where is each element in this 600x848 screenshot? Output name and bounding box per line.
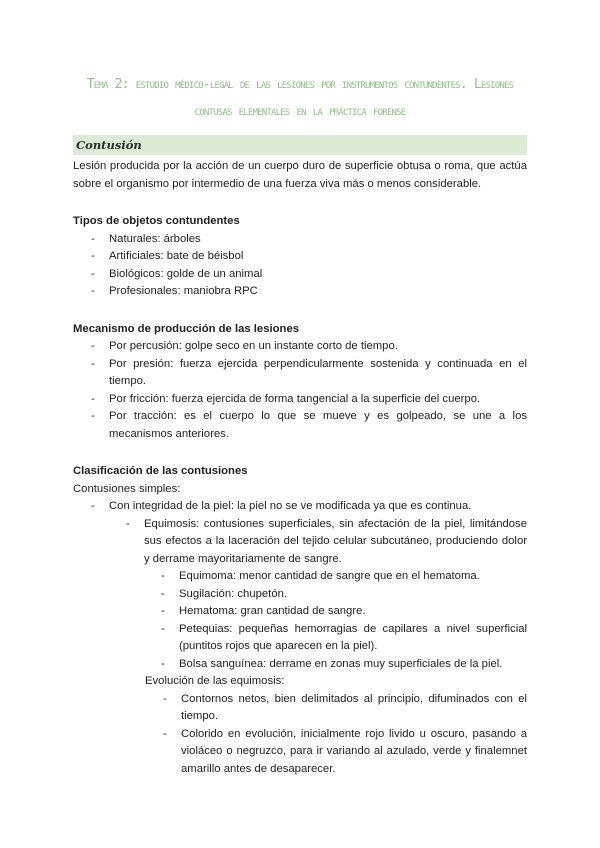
section-heading-contusion: Contusión bbox=[73, 135, 527, 155]
equimosis-types-list bbox=[144, 568, 527, 673]
list-item: - Bolsa sanguínea: derrame en zonas muy superficiales de la piel. bbox=[179, 656, 527, 674]
list-item: - Contornos netos, bien delimitados al principio, difuminados con el tiempo. bbox=[181, 691, 527, 726]
evolucion-label: Evolución de las equimosis: bbox=[145, 675, 285, 687]
list-item: - Biológicos: golde de un animal bbox=[109, 266, 527, 284]
list-item bbox=[144, 516, 527, 674]
contusiones-simples-label: Contusiones simples: bbox=[73, 482, 181, 495]
evolucion-list bbox=[73, 691, 527, 779]
list-item: - Por percusión: golpe seco en un instante corto de tiempo. bbox=[109, 338, 527, 356]
page-title: Tema 2: estudio médico-legal de las lesiones por instrumentos contundentes. Lesiones contusas elementales en la práctica forense bbox=[86, 77, 514, 119]
list-item: - Petequias: pequeñas hemorragias de capilares a nivel superficial (puntitos rojos que aparecen en la piel). bbox=[179, 621, 527, 656]
list-item: - Hematoma: gran cantidad de sangre. bbox=[179, 603, 527, 621]
contusion-definition: Lesión producida por la acción de un cuerpo duro de superficie obtusa o roma, que actúa sobre el organismo por intermedio de una fuerza viva más o menos considerable. bbox=[73, 160, 527, 190]
list-item: - Naturales: árboles bbox=[109, 231, 527, 249]
list-item: - Profesionales: maniobra RPC bbox=[109, 283, 527, 301]
list-item bbox=[109, 498, 527, 673]
tipos-list bbox=[73, 231, 527, 301]
list-item: - Por presión: fuerza ejercida perpendicularmente sostenida y continuada en el tiempo. bbox=[109, 356, 527, 391]
list-item: - Equimoma: menor cantidad de sangre que en el hematoma. bbox=[179, 568, 527, 586]
list-item: - Artificiales: bate de béisbol bbox=[109, 248, 527, 266]
equimosis-list bbox=[109, 516, 527, 674]
list-item: - Por fricción: fuerza ejercida de forma tangencial a la superficie del cuerpo. bbox=[109, 391, 527, 409]
equimosis-text: Equimosis: contusiones superficiales, sin afectación de la piel, limitándose sus efectos a la laceración del tejido celular subcutáneo, produciendo dolor y derrame mayoritariamente de sangre. bbox=[144, 517, 527, 565]
tipos-heading: Tipos de objetos contundentes bbox=[73, 215, 240, 227]
list-item: - Colorido en evolución, inicialmente rojo livido u oscuro, pasando a violáceo o negruzco, para ir variando al azulado, verde y finalemnet amarillo antes de desaparecer. bbox=[181, 726, 527, 779]
list-item: - Por tracción: es el cuerpo lo que se mueve y es golpeado, se une a los mecanismos anteriores. bbox=[109, 408, 527, 443]
mecanismo-list bbox=[73, 338, 527, 443]
clasificacion-list bbox=[73, 498, 527, 673]
list-item: - Sugilación: chupetón. bbox=[179, 586, 527, 604]
integridad-text: Con integridad de la piel: la piel no se ve modificada ya que es continua. bbox=[109, 500, 472, 512]
mecanismo-heading: Mecanismo de producción de las lesiones bbox=[73, 322, 300, 335]
clasificacion-heading: Clasificación de las contusiones bbox=[73, 465, 248, 477]
